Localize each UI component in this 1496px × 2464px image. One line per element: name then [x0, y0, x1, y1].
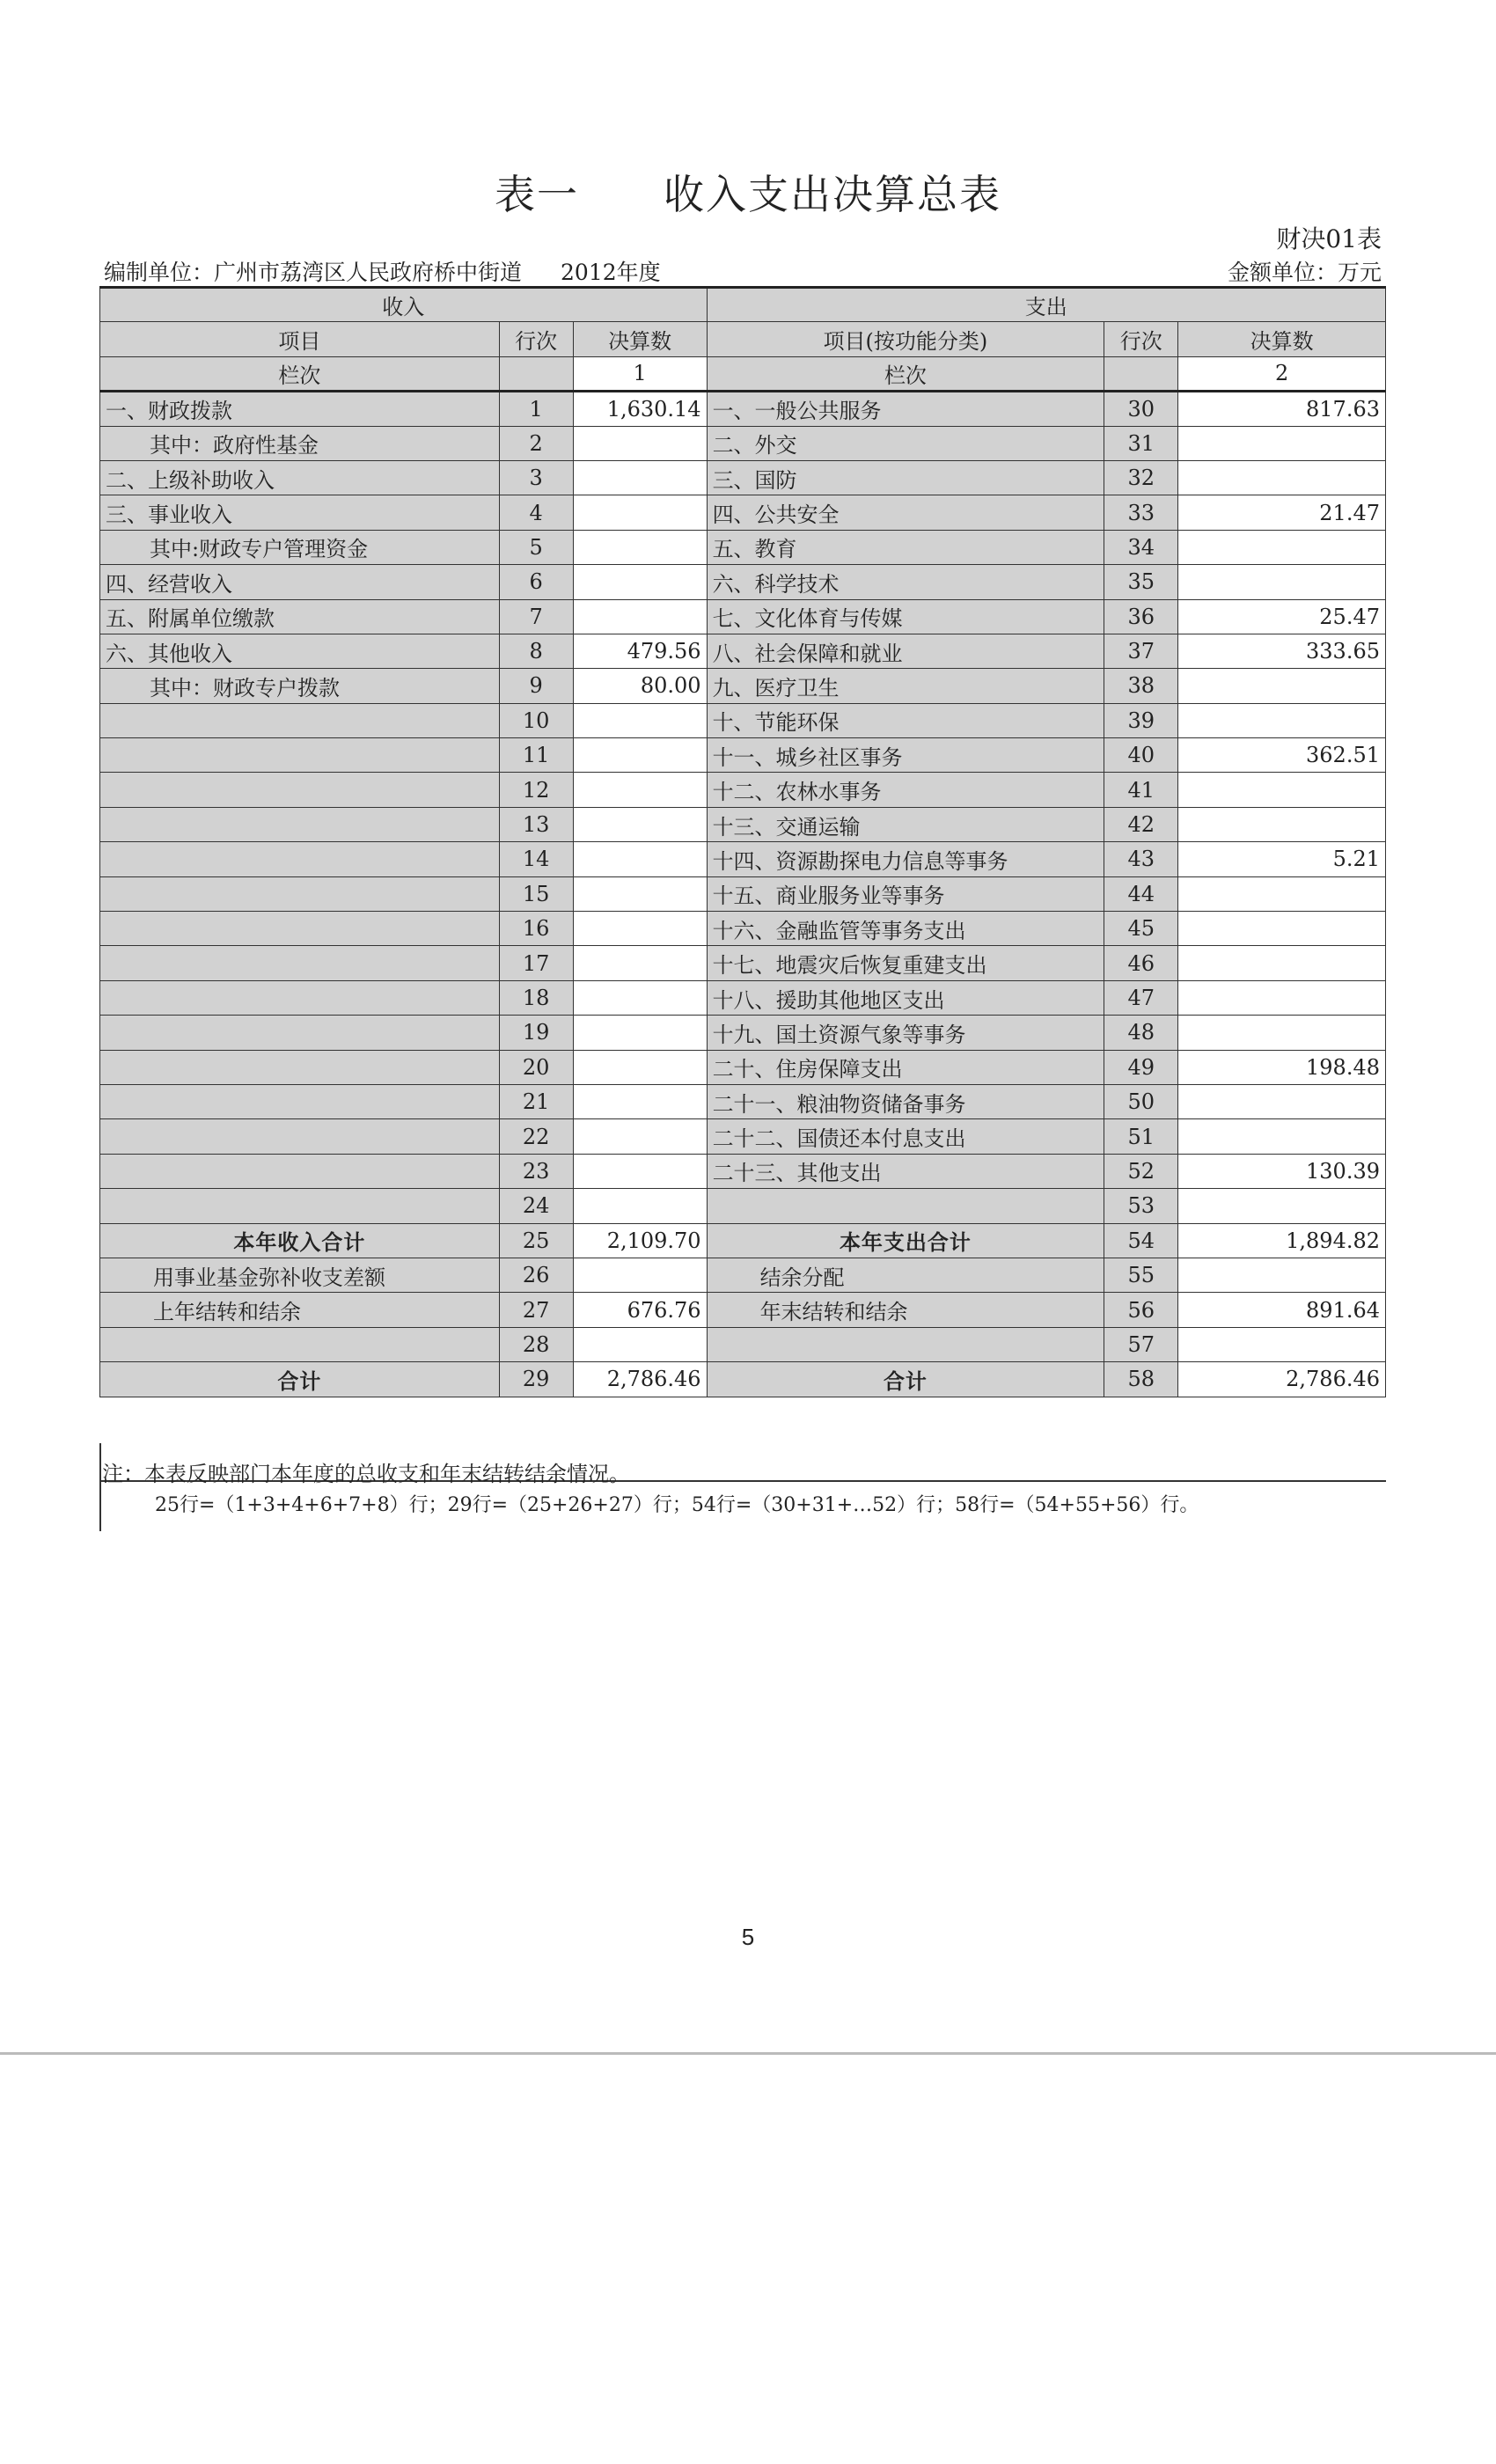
- expense-amount: [1178, 912, 1386, 946]
- expense-amount: [1178, 530, 1386, 564]
- income-grand-total-label: 合计: [100, 1362, 500, 1397]
- expense-amount: [1178, 703, 1386, 737]
- expense-item: 十四、资源勘探电力信息等事务: [707, 842, 1104, 876]
- table-row: [100, 876, 1386, 911]
- income-amount: [573, 495, 707, 530]
- expense-amount: [1178, 460, 1386, 495]
- expense-item: 八、社会保障和就业: [707, 634, 1104, 668]
- expense-row-no: 32: [1104, 460, 1178, 495]
- expense-amount: [1178, 1258, 1386, 1292]
- expense-item: 结余分配: [707, 1258, 1104, 1292]
- income-row-no: 13: [499, 807, 573, 841]
- income-amount: [573, 565, 707, 599]
- income-row-no: 20: [499, 1050, 573, 1084]
- income-amount: [573, 1154, 707, 1188]
- income-row-no: 17: [499, 946, 573, 980]
- income-row-no: 28: [499, 1327, 573, 1361]
- income-row-no: 3: [499, 460, 573, 495]
- expense-row-no: 46: [1104, 946, 1178, 980]
- expense-item: 九、医疗卫生: [707, 669, 1104, 703]
- income-amount: [573, 807, 707, 841]
- income-item: 四、经营收入: [100, 565, 500, 599]
- expense-item: 二十一、粮油物资储备事务: [707, 1084, 1104, 1118]
- table-row: [100, 738, 1386, 773]
- expense-row-no: 34: [1104, 530, 1178, 564]
- expense-item: 二、外交: [707, 426, 1104, 460]
- expense-row-no: 49: [1104, 1050, 1178, 1084]
- income-amount: [573, 1327, 707, 1361]
- expense-item: 一、一般公共服务: [707, 392, 1104, 426]
- expense-row-no: 52: [1104, 1154, 1178, 1188]
- expense-row-no: 31: [1104, 426, 1178, 460]
- expense-amount: [1178, 980, 1386, 1015]
- income-item: [100, 912, 500, 946]
- expense-amount: [1178, 565, 1386, 599]
- expense-amount: [1178, 773, 1386, 807]
- expense-row-no: 33: [1104, 495, 1178, 530]
- income-amount: [573, 773, 707, 807]
- scan-page-edge: [0, 2052, 1496, 2055]
- expense-amount-header: 决算数: [1178, 322, 1386, 356]
- income-amount: [573, 1050, 707, 1084]
- expense-item: 十二、农林水事务: [707, 773, 1104, 807]
- expense-item: [707, 1189, 1104, 1223]
- table-row: [100, 1119, 1386, 1154]
- expense-col-blank: [1104, 356, 1178, 391]
- expense-amount: 130.39: [1178, 1154, 1386, 1188]
- income-item: [100, 1050, 500, 1084]
- expense-amount: [1178, 669, 1386, 703]
- income-amount: [573, 1016, 707, 1050]
- income-row-no: 14: [499, 842, 573, 876]
- income-item: [100, 1189, 500, 1223]
- total-row: [100, 1258, 1386, 1292]
- form-number: 财决01表: [1276, 224, 1382, 253]
- income-row-no: 7: [499, 599, 573, 634]
- expense-col-label: 栏次: [707, 356, 1104, 391]
- money-unit: 金额单位：万元: [1227, 260, 1382, 285]
- income-row-no: 18: [499, 980, 573, 1015]
- table-row: [100, 1189, 1386, 1223]
- expense-row-no: 40: [1104, 738, 1178, 773]
- income-item: 二、上级补助收入: [100, 460, 500, 495]
- expense-amount: 198.48: [1178, 1050, 1386, 1084]
- table-row: [100, 495, 1386, 530]
- income-col-number: 1: [573, 356, 707, 391]
- income-row-no: 25: [499, 1223, 573, 1258]
- income-item: 上年结转和结余: [100, 1293, 500, 1327]
- income-expense-table: [99, 286, 1386, 1397]
- expense-item: 十一、城乡社区事务: [707, 738, 1104, 773]
- expense-row-no: 37: [1104, 634, 1178, 668]
- expense-amount: [1178, 426, 1386, 460]
- table-row: [100, 842, 1386, 876]
- expense-item: 七、文化体育与传媒: [707, 599, 1104, 634]
- income-row-no: 12: [499, 773, 573, 807]
- income-row-no: 27: [499, 1293, 573, 1327]
- expense-amount: [1178, 1327, 1386, 1361]
- income-total-label: 本年收入合计: [100, 1223, 500, 1258]
- expense-item: [707, 1327, 1104, 1361]
- expense-row-no: 30: [1104, 392, 1178, 426]
- expense-amount: [1178, 1084, 1386, 1118]
- expense-item: 十、节能环保: [707, 703, 1104, 737]
- expense-grand-total-label: 合计: [707, 1362, 1104, 1397]
- table-row: [100, 1084, 1386, 1118]
- income-item: 五、附属单位缴款: [100, 599, 500, 634]
- income-item: [100, 1016, 500, 1050]
- table-row: [100, 599, 1386, 634]
- expense-item: 二十、住房保障支出: [707, 1050, 1104, 1084]
- expense-row-no: 41: [1104, 773, 1178, 807]
- expense-amount: 21.47: [1178, 495, 1386, 530]
- expense-item: 十六、金融监管等事务支出: [707, 912, 1104, 946]
- income-amount: 80.00: [573, 669, 707, 703]
- income-item: [100, 1327, 500, 1361]
- income-item: [100, 703, 500, 737]
- income-amount: [573, 980, 707, 1015]
- expense-row-no: 56: [1104, 1293, 1178, 1327]
- table-row: [100, 1050, 1386, 1084]
- formula-note: 25行=（1+3+4+6+7+8）行；29行=（25+26+27）行；54行=（30+31+…52）行；58行=（54+55+56）行。: [155, 1494, 1199, 1516]
- income-item: [100, 946, 500, 980]
- expense-row-no: 50: [1104, 1084, 1178, 1118]
- income-row-no: 10: [499, 703, 573, 737]
- income-row-no: 29: [499, 1362, 573, 1397]
- income-total-amount: 2,109.70: [573, 1223, 707, 1258]
- table-row: [100, 1154, 1386, 1188]
- expense-amount: [1178, 1189, 1386, 1223]
- expense-row-no: 48: [1104, 1016, 1178, 1050]
- expense-item: 年末结转和结余: [707, 1293, 1104, 1327]
- table-row: [100, 530, 1386, 564]
- expense-section-header: 支出: [707, 288, 1385, 322]
- table-row: [100, 912, 1386, 946]
- income-amount: [573, 1258, 707, 1292]
- expense-amount: 817.63: [1178, 392, 1386, 426]
- expense-item: 二十三、其他支出: [707, 1154, 1104, 1188]
- income-amount: [573, 530, 707, 564]
- income-amount: 479.56: [573, 634, 707, 668]
- total-row: [100, 1293, 1386, 1327]
- expense-row-no: 38: [1104, 669, 1178, 703]
- income-amount: [573, 426, 707, 460]
- income-amount: [573, 703, 707, 737]
- income-row-header: 行次: [499, 322, 573, 356]
- total-row: [100, 1223, 1386, 1258]
- income-item: 一、财政拨款: [100, 392, 500, 426]
- income-row-no: 15: [499, 876, 573, 911]
- column-index-row: [100, 356, 1386, 391]
- reporting-unit: [104, 255, 661, 287]
- expense-row-no: 58: [1104, 1362, 1178, 1397]
- income-row-no: 11: [499, 738, 573, 773]
- expense-row-no: 55: [1104, 1258, 1178, 1292]
- income-item: 其中:财政专户管理资金: [100, 530, 500, 564]
- income-row-no: 19: [499, 1016, 573, 1050]
- table-row: [100, 392, 1386, 426]
- expense-item-header: 项目(按功能分类): [707, 322, 1104, 356]
- expense-item: 六、科学技术: [707, 565, 1104, 599]
- income-amount: [573, 599, 707, 634]
- income-amount: [573, 876, 707, 911]
- table-row: [100, 426, 1386, 460]
- page-title: 表一 收入支出决算总表: [495, 171, 1001, 218]
- expense-row-no: 39: [1104, 703, 1178, 737]
- expense-row-no: 53: [1104, 1189, 1178, 1223]
- expense-row-no: 47: [1104, 980, 1178, 1015]
- expense-row-no: 44: [1104, 876, 1178, 911]
- income-row-no: 1: [499, 392, 573, 426]
- income-row-no: 23: [499, 1154, 573, 1188]
- expense-amount: [1178, 876, 1386, 911]
- note-left-rule: [99, 1443, 101, 1531]
- expense-amount: 25.47: [1178, 599, 1386, 634]
- income-item: [100, 1119, 500, 1154]
- expense-amount: 891.64: [1178, 1293, 1386, 1327]
- income-amount: 1,630.14: [573, 392, 707, 426]
- income-item: 六、其他收入: [100, 634, 500, 668]
- income-section-header: 收入: [100, 288, 708, 322]
- income-amount: [573, 1084, 707, 1118]
- expense-item: 三、国防: [707, 460, 1104, 495]
- expense-item: 二十二、国债还本付息支出: [707, 1119, 1104, 1154]
- income-row-no: 24: [499, 1189, 573, 1223]
- fiscal-year: 2012年度: [561, 260, 661, 285]
- income-item-header: 项目: [100, 322, 500, 356]
- expense-row-no: 45: [1104, 912, 1178, 946]
- expense-row-header: 行次: [1104, 322, 1178, 356]
- expense-amount: [1178, 1016, 1386, 1050]
- income-row-no: 8: [499, 634, 573, 668]
- income-amount: [573, 1119, 707, 1154]
- income-item: 用事业基金弥补收支差额: [100, 1258, 500, 1292]
- expense-item: 十三、交通运输: [707, 807, 1104, 841]
- table-row: [100, 807, 1386, 841]
- income-amount: [573, 460, 707, 495]
- expense-amount: [1178, 1119, 1386, 1154]
- income-item: [100, 1084, 500, 1118]
- expense-item: 十五、商业服务业等事务: [707, 876, 1104, 911]
- income-amount: [573, 842, 707, 876]
- income-row-no: 9: [499, 669, 573, 703]
- expense-item: 四、公共安全: [707, 495, 1104, 530]
- expense-amount: 362.51: [1178, 738, 1386, 773]
- income-item: [100, 980, 500, 1015]
- table-row: [100, 669, 1386, 703]
- reporting-unit-label: 编制单位：广州市荔湾区人民政府桥中街道: [104, 260, 523, 285]
- expense-total-amount: 1,894.82: [1178, 1223, 1386, 1258]
- income-row-no: 5: [499, 530, 573, 564]
- expense-row-no: 57: [1104, 1327, 1178, 1361]
- income-item: [100, 842, 500, 876]
- page-number: 5: [741, 1924, 755, 1950]
- table-row: [100, 565, 1386, 599]
- expense-item: 十九、国土资源气象等事务: [707, 1016, 1104, 1050]
- income-col-blank: [499, 356, 573, 391]
- expense-row-no: 51: [1104, 1119, 1178, 1154]
- income-item: [100, 807, 500, 841]
- expense-total-label: 本年支出合计: [707, 1223, 1104, 1258]
- expense-row-no: 43: [1104, 842, 1178, 876]
- column-header-row: [100, 322, 1386, 356]
- income-row-no: 4: [499, 495, 573, 530]
- expense-amount: [1178, 946, 1386, 980]
- income-amount: [573, 1189, 707, 1223]
- income-grand-total-amount: 2,786.46: [573, 1362, 707, 1397]
- income-item: [100, 876, 500, 911]
- expense-item: 十八、援助其他地区支出: [707, 980, 1104, 1015]
- income-col-label: 栏次: [100, 356, 500, 391]
- income-item: [100, 773, 500, 807]
- table-row: [100, 703, 1386, 737]
- expense-row-no: 42: [1104, 807, 1178, 841]
- table-row: [100, 1016, 1386, 1050]
- expense-amount: [1178, 807, 1386, 841]
- income-item: 其中：财政专户拨款: [100, 669, 500, 703]
- table-row: [100, 980, 1386, 1015]
- income-amount: [573, 912, 707, 946]
- income-row-no: 16: [499, 912, 573, 946]
- income-row-no: 22: [499, 1119, 573, 1154]
- table-row: [100, 773, 1386, 807]
- grand-total-row: [100, 1362, 1386, 1397]
- expense-item: 十七、地震灾后恢复重建支出: [707, 946, 1104, 980]
- section-header-row: [100, 288, 1386, 322]
- expense-row-no: 35: [1104, 565, 1178, 599]
- expense-col-number: 2: [1178, 356, 1386, 391]
- income-row-no: 26: [499, 1258, 573, 1292]
- expense-grand-total-amount: 2,786.46: [1178, 1362, 1386, 1397]
- table-row: [100, 946, 1386, 980]
- expense-row-no: 36: [1104, 599, 1178, 634]
- income-item: [100, 1154, 500, 1188]
- table-row: [100, 460, 1386, 495]
- income-item: 其中：政府性基金: [100, 426, 500, 460]
- income-item: [100, 738, 500, 773]
- expense-amount: 333.65: [1178, 634, 1386, 668]
- income-row-no: 2: [499, 426, 573, 460]
- income-amount-header: 决算数: [573, 322, 707, 356]
- expense-amount: 5.21: [1178, 842, 1386, 876]
- income-amount: [573, 946, 707, 980]
- total-row: [100, 1327, 1386, 1361]
- table-row: [100, 634, 1386, 668]
- income-amount: [573, 738, 707, 773]
- expense-row-no: 54: [1104, 1223, 1178, 1258]
- income-row-no: 6: [499, 565, 573, 599]
- income-amount: 676.76: [573, 1293, 707, 1327]
- table-note: 注：本表反映部门本年度的总收支和年末结转结余情况。: [102, 1462, 630, 1486]
- expense-item: 五、教育: [707, 530, 1104, 564]
- income-row-no: 21: [499, 1084, 573, 1118]
- income-item: 三、事业收入: [100, 495, 500, 530]
